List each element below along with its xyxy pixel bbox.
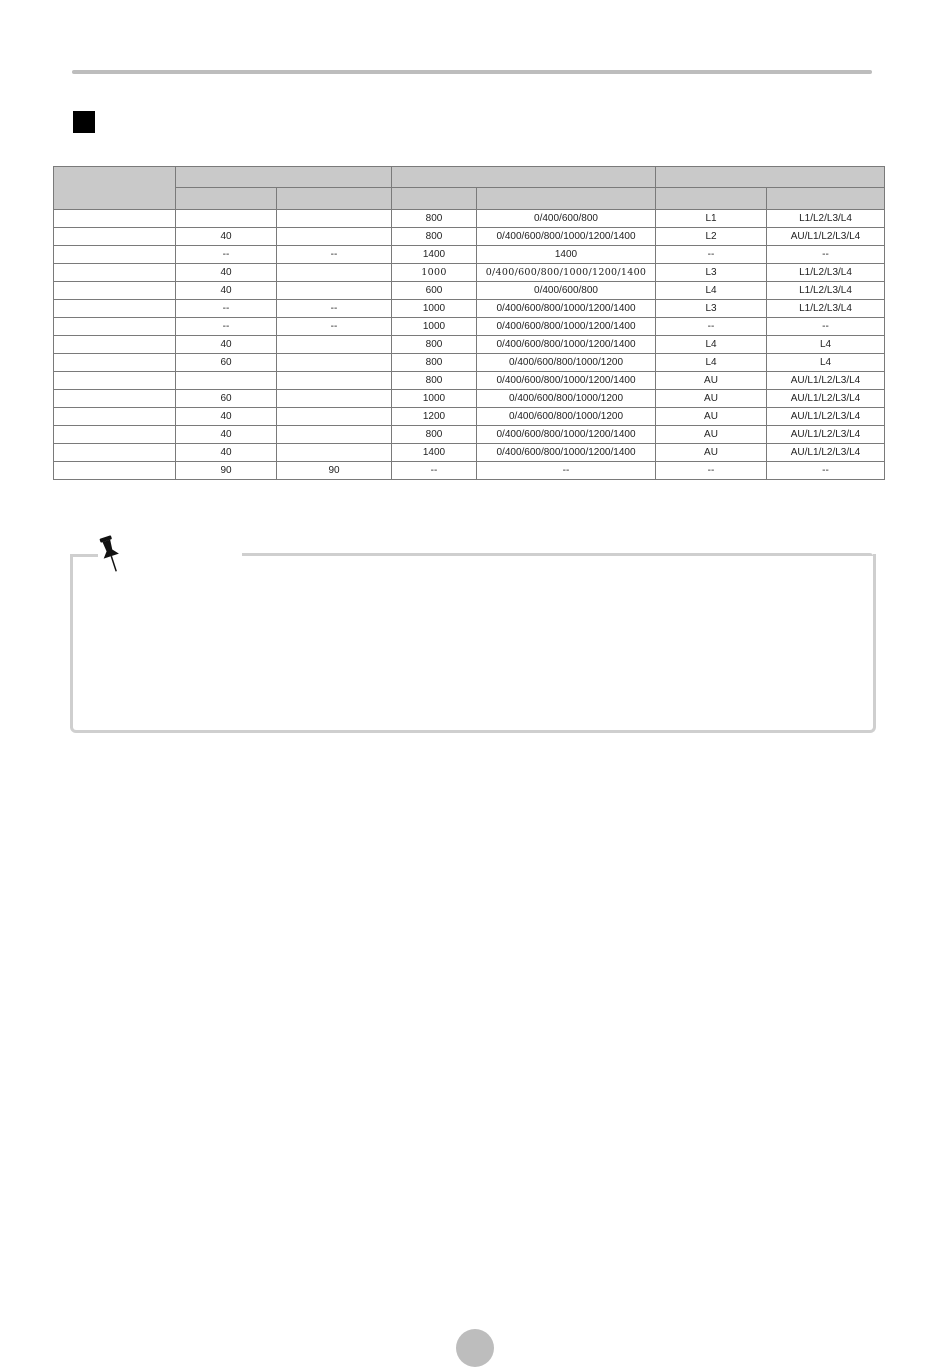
table-cell: -- (277, 318, 392, 336)
table-cell: 1000 (392, 264, 477, 282)
table-cell: L4 (656, 336, 767, 354)
table-cell: L3 (656, 264, 767, 282)
table-cell: 40 (176, 444, 277, 462)
subheader-cell (277, 188, 392, 210)
table-cell: 40 (176, 336, 277, 354)
table-cell (54, 282, 176, 300)
table-cell: 90 (176, 462, 277, 480)
table-row (54, 264, 885, 282)
table-cell (277, 210, 392, 228)
table-cell: AU/L1/L2/L3/L4 (767, 444, 885, 462)
table-cell: -- (176, 318, 277, 336)
table-row (54, 354, 885, 372)
table-cell (54, 300, 176, 318)
table-cell: 1200 (392, 408, 477, 426)
table-cell: 0/400/600/800/1000/1200/1400 (477, 228, 656, 246)
table-cell (176, 372, 277, 390)
note-box-top-edge (70, 554, 98, 557)
table-row (54, 318, 885, 336)
table-cell: L1/L2/L3/L4 (767, 264, 885, 282)
subheader-cell (656, 188, 767, 210)
table-cell: -- (656, 246, 767, 264)
table-cell: 800 (392, 354, 477, 372)
table-row (54, 336, 885, 354)
subheader-cell (477, 188, 656, 210)
table-cell: AU/L1/L2/L3/L4 (767, 372, 885, 390)
table-cell: -- (277, 246, 392, 264)
table-row (54, 408, 885, 426)
table-cell: 0/400/600/800/1000/1200 (477, 354, 656, 372)
table-cell (54, 390, 176, 408)
subheader-cell (176, 188, 277, 210)
table-cell: L4 (767, 336, 885, 354)
table-cell: 40 (176, 426, 277, 444)
table-cell: 600 (392, 282, 477, 300)
table-cell: 0/400/600/800/1000/1200/1400 (477, 300, 656, 318)
table-cell (54, 264, 176, 282)
table-cell: 0/400/600/800/1000/1200/1400 (477, 426, 656, 444)
header-cell (176, 167, 392, 188)
table-subheader-row (54, 188, 885, 210)
table-cell: 0/400/600/800/1000/1200/1400 (477, 444, 656, 462)
header-rule (72, 70, 872, 74)
table-cell: -- (176, 246, 277, 264)
table-cell: 0/400/600/800/1000/1200/1400 (477, 264, 656, 282)
table-cell: AU/L1/L2/L3/L4 (767, 408, 885, 426)
table-row (54, 300, 885, 318)
table-cell: 0/400/600/800/1000/1200/1400 (477, 336, 656, 354)
table-cell: -- (767, 318, 885, 336)
table-cell: L3 (656, 300, 767, 318)
table-cell: AU (656, 390, 767, 408)
table-cell (277, 354, 392, 372)
table-cell: 40 (176, 228, 277, 246)
table-row (54, 228, 885, 246)
table-cell: L4 (656, 282, 767, 300)
table-cell (277, 264, 392, 282)
page-number-badge (456, 1329, 494, 1367)
table-cell: L1 (656, 210, 767, 228)
table-row (54, 426, 885, 444)
table-cell: 0/400/600/800/1000/1200 (477, 390, 656, 408)
table-cell: -- (392, 462, 477, 480)
table-cell: 800 (392, 336, 477, 354)
black-square-icon (73, 111, 95, 133)
table-cell: 1400 (477, 246, 656, 264)
table-cell (277, 228, 392, 246)
table-cell: 0/400/600/800/1000/1200/1400 (477, 318, 656, 336)
table-cell (54, 426, 176, 444)
table-cell: 0/400/600/800/1000/1200 (477, 408, 656, 426)
table-row (54, 372, 885, 390)
table-cell: L1/L2/L3/L4 (767, 300, 885, 318)
table-cell (54, 408, 176, 426)
table-cell (277, 372, 392, 390)
table-cell (54, 462, 176, 480)
table-cell: -- (277, 300, 392, 318)
table-cell: 60 (176, 354, 277, 372)
table-cell (54, 318, 176, 336)
subheader-cell (767, 188, 885, 210)
table-cell: -- (656, 462, 767, 480)
table-cell: 800 (392, 210, 477, 228)
table-cell (54, 372, 176, 390)
table-cell: AU (656, 408, 767, 426)
subheader-cell (392, 188, 477, 210)
table-cell: AU (656, 372, 767, 390)
table-cell: -- (477, 462, 656, 480)
header-cell (54, 167, 176, 210)
table-cell: 800 (392, 426, 477, 444)
note-box-top-edge (242, 553, 873, 556)
table-cell (54, 210, 176, 228)
table-cell: 40 (176, 264, 277, 282)
table-cell (176, 210, 277, 228)
table-cell (54, 336, 176, 354)
table-cell: AU (656, 426, 767, 444)
table-cell (277, 426, 392, 444)
table-cell: 1400 (392, 246, 477, 264)
table-cell: 40 (176, 282, 277, 300)
table-cell (277, 444, 392, 462)
table-row (54, 210, 885, 228)
table-cell: -- (656, 318, 767, 336)
spec-table (53, 166, 885, 480)
note-box (70, 554, 876, 733)
table-cell (54, 246, 176, 264)
table-cell (54, 444, 176, 462)
header-cell (392, 167, 656, 188)
table-cell: 40 (176, 408, 277, 426)
pushpin-icon (96, 534, 126, 574)
table-cell: 1000 (392, 318, 477, 336)
table-cell: 1000 (392, 300, 477, 318)
table-row (54, 282, 885, 300)
table-cell (277, 390, 392, 408)
table-cell: AU/L1/L2/L3/L4 (767, 390, 885, 408)
table-cell: -- (176, 300, 277, 318)
table-cell: L1/L2/L3/L4 (767, 282, 885, 300)
table-row (54, 462, 885, 480)
table-row (54, 390, 885, 408)
table-row (54, 246, 885, 264)
table-cell: L1/L2/L3/L4 (767, 210, 885, 228)
table-cell: 60 (176, 390, 277, 408)
table-cell: 0/400/600/800/1000/1200/1400 (477, 372, 656, 390)
header-cell (656, 167, 885, 188)
table-cell: 1000 (392, 390, 477, 408)
table-cell: -- (767, 246, 885, 264)
table-cell (277, 336, 392, 354)
table-cell: L4 (767, 354, 885, 372)
table-row (54, 444, 885, 462)
table-cell: 0/400/600/800 (477, 282, 656, 300)
table-cell (277, 282, 392, 300)
table-cell: 90 (277, 462, 392, 480)
table-header-row (54, 167, 885, 188)
table-cell: AU/L1/L2/L3/L4 (767, 426, 885, 444)
table-cell (54, 354, 176, 372)
table-cell: -- (767, 462, 885, 480)
table-cell: L2 (656, 228, 767, 246)
table-cell: 0/400/600/800 (477, 210, 656, 228)
table-cell: AU/L1/L2/L3/L4 (767, 228, 885, 246)
table-cell: AU (656, 444, 767, 462)
table-cell: 1400 (392, 444, 477, 462)
table-cell (277, 408, 392, 426)
table-cell: L4 (656, 354, 767, 372)
table-cell (54, 228, 176, 246)
table-cell: 800 (392, 228, 477, 246)
table-cell: 800 (392, 372, 477, 390)
